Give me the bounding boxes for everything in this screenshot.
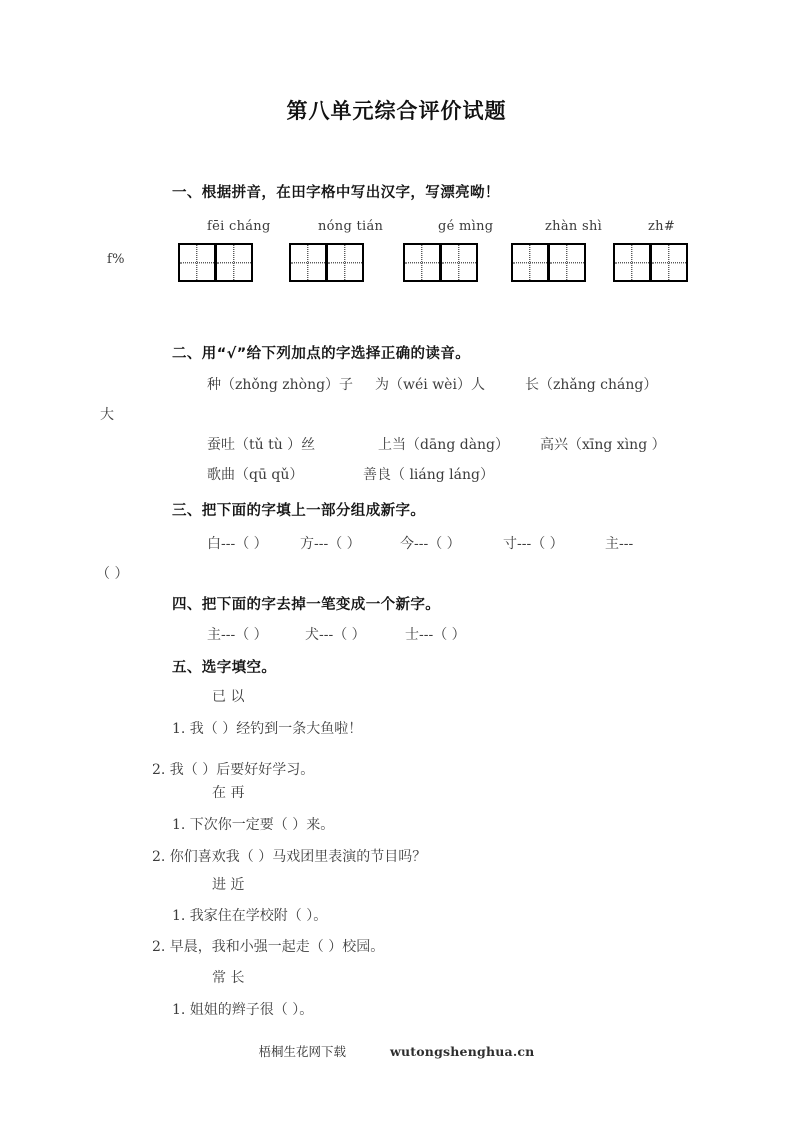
- section-2-item-wei: 为（wéi wèi）人: [375, 377, 485, 393]
- section-5-group-3-q2: 2. 早晨，我和小强一起走（ ）校园。: [152, 939, 385, 955]
- tianzige-pair-3[interactable]: [403, 243, 478, 282]
- section-5-group-1-q2: 2. 我（ ）后要好好学习。: [152, 762, 315, 778]
- section-3-item-5: 主---: [605, 536, 634, 552]
- section-2-item-liang: 善良（ liáng láng）: [363, 467, 494, 483]
- footer-source: 梧桐生花网下载: [258, 1044, 347, 1059]
- section-2-overflow: 大: [100, 407, 114, 423]
- tianzige-pair-4[interactable]: [511, 243, 586, 282]
- section-1-heading: 一、根据拼音，在田字格中写出汉字，写漂亮呦！: [172, 185, 500, 201]
- section-5-group-4-q1: 1. 姐姐的辫子很（ ）。: [172, 1002, 314, 1018]
- tianzige-cell[interactable]: [650, 243, 688, 282]
- section-4-item-1: 主---（ ）: [207, 627, 268, 643]
- section-2-item-xing: 高兴（xīng xìng ）: [540, 437, 666, 453]
- tianzige-cell[interactable]: [178, 243, 216, 282]
- section-3-item-3: 今---（ ）: [400, 536, 461, 552]
- section-2-item-qu: 歌曲（qū qǔ）: [207, 467, 304, 483]
- tianzige-cell[interactable]: [403, 243, 441, 282]
- section-5-group-2-q2: 2. 你们喜欢我（ ）马戏团里表演的节目吗？: [152, 849, 427, 865]
- footer-site: wutongshenghua.cn: [390, 1044, 535, 1059]
- section-4-item-3: 士---（ ）: [405, 627, 466, 643]
- section-2-item-chang: 长（zhǎng cháng）: [525, 377, 658, 393]
- section-5-group-1-choices: 已 以: [212, 689, 245, 705]
- tianzige-cell[interactable]: [613, 243, 651, 282]
- tianzige-cell[interactable]: [511, 243, 549, 282]
- footer: [0, 1042, 793, 1060]
- tianzige-pair-5[interactable]: [613, 243, 688, 282]
- section-4-item-2: 犬---（ ）: [305, 627, 366, 643]
- section-3-item-4: 寸---（ ）: [503, 536, 564, 552]
- tianzige-pair-1[interactable]: [178, 243, 253, 282]
- pinyin-group-4: zhàn shì: [545, 219, 603, 234]
- section-5-group-4-choices: 常 长: [212, 970, 245, 986]
- tianzige-cell[interactable]: [440, 243, 478, 282]
- section-5-group-3-q1: 1. 我家住在学校附（ ）。: [172, 908, 328, 924]
- section-3-item-2: 方---（ ）: [300, 536, 361, 552]
- section-5-group-2-choices: 在 再: [212, 785, 245, 801]
- section-2-item-dang: 上当（dāng dàng）: [378, 437, 510, 453]
- section-3-heading: 三、把下面的字填上一部分组成新字。: [172, 503, 426, 519]
- section-2-heading: 二、用“√”给下列加点的字选择正确的读音。: [172, 346, 471, 362]
- tianzige-cell[interactable]: [326, 243, 364, 282]
- pinyin-group-1: fēi cháng: [207, 219, 271, 234]
- section-3-item-1: 白---（ ）: [207, 536, 268, 552]
- tianzige-pair-2[interactable]: [289, 243, 364, 282]
- section-5-group-1-q1: 1. 我（ ）经钓到一条大鱼啦！: [172, 721, 363, 737]
- section-2-item-zhong: 种（zhǒng zhòng）子: [207, 377, 354, 393]
- tianzige-cell[interactable]: [548, 243, 586, 282]
- section-4-heading: 四、把下面的字去掉一笔变成一个新字。: [172, 597, 441, 613]
- pinyin-group-5: zh#: [648, 219, 676, 234]
- section-5-group-2-q1: 1. 下次你一定要（ ）来。: [172, 817, 335, 833]
- section-2-item-tu: 蚕吐（tǔ tù ）丝: [207, 437, 316, 453]
- tianzige-row: [178, 243, 778, 285]
- section-5-heading: 五、选字填空。: [172, 660, 277, 676]
- pinyin-group-3: gé mìng: [438, 219, 494, 234]
- tianzige-cell[interactable]: [215, 243, 253, 282]
- pinyin-overflow: f%: [107, 252, 125, 267]
- section-3-overflow: （ ）: [96, 566, 129, 582]
- section-5-group-3-choices: 进 近: [212, 877, 245, 893]
- pinyin-group-2: nóng tián: [318, 219, 384, 234]
- page-title: 第八单元综合评价试题: [286, 98, 507, 123]
- tianzige-cell[interactable]: [289, 243, 327, 282]
